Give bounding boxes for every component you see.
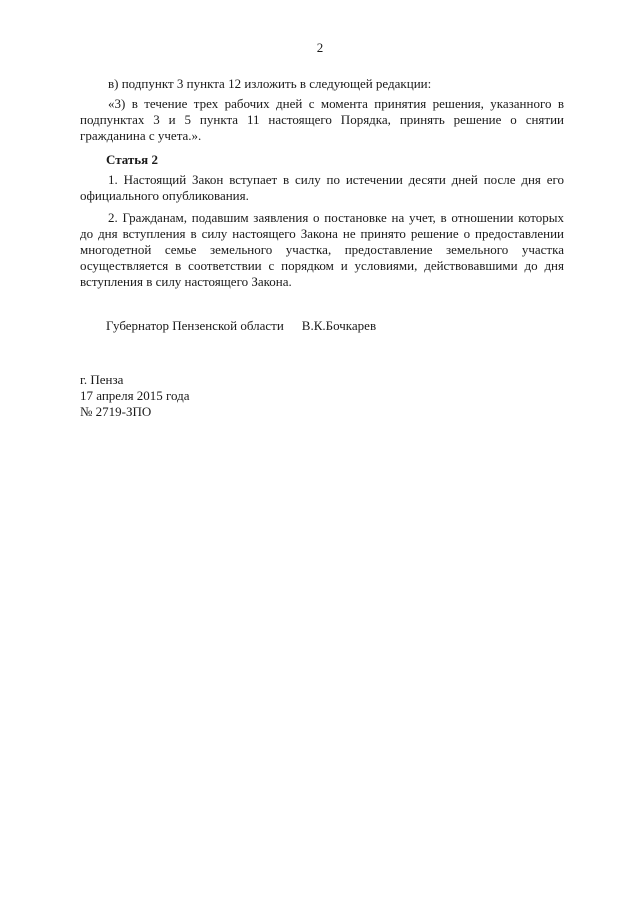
article-2-heading: Статья 2: [106, 152, 158, 167]
amendment-intro: в) подпункт 3 пункта 12 изложить в следующей редакции:: [108, 76, 432, 91]
signatory-position: Губернатор Пензенской области: [106, 318, 284, 333]
city: г. Пенза: [80, 372, 124, 387]
amendment-block: [80, 76, 564, 144]
article-2-item-1: 1. Настоящий Закон вступает в силу по истечении десяти дней после дня его официального опубликования.: [80, 172, 564, 203]
signature-line: [106, 318, 376, 334]
adoption-date: 17 апреля 2015 года: [80, 388, 190, 403]
law-number: № 2719-ЗПО: [80, 404, 152, 419]
page-number: 2: [316, 40, 324, 55]
signatory-name: В.К.Бочкарев: [301, 318, 377, 333]
amendment-quote: «3) в течение трех рабочих дней с момента принятия решения, указанного в подпунктах 3 и 5 пункта 11 настоящего Порядка, принять решение о снятии гражданина с учета.».: [80, 96, 564, 143]
place-date-block: [80, 372, 190, 420]
article-2-item-2: 2. Гражданам, подавшим заявления о постановке на учет, в отношении которых до дня вступления в силу настоящего Закона не принято решение о предоставлении многодетной семье земельного участка, предоставление земельного участка осуществляется в соответствии с порядком и условиями, действовавшими до дня вступления в силу настоящего Закона.: [80, 210, 564, 289]
article-2-body: [80, 172, 564, 290]
